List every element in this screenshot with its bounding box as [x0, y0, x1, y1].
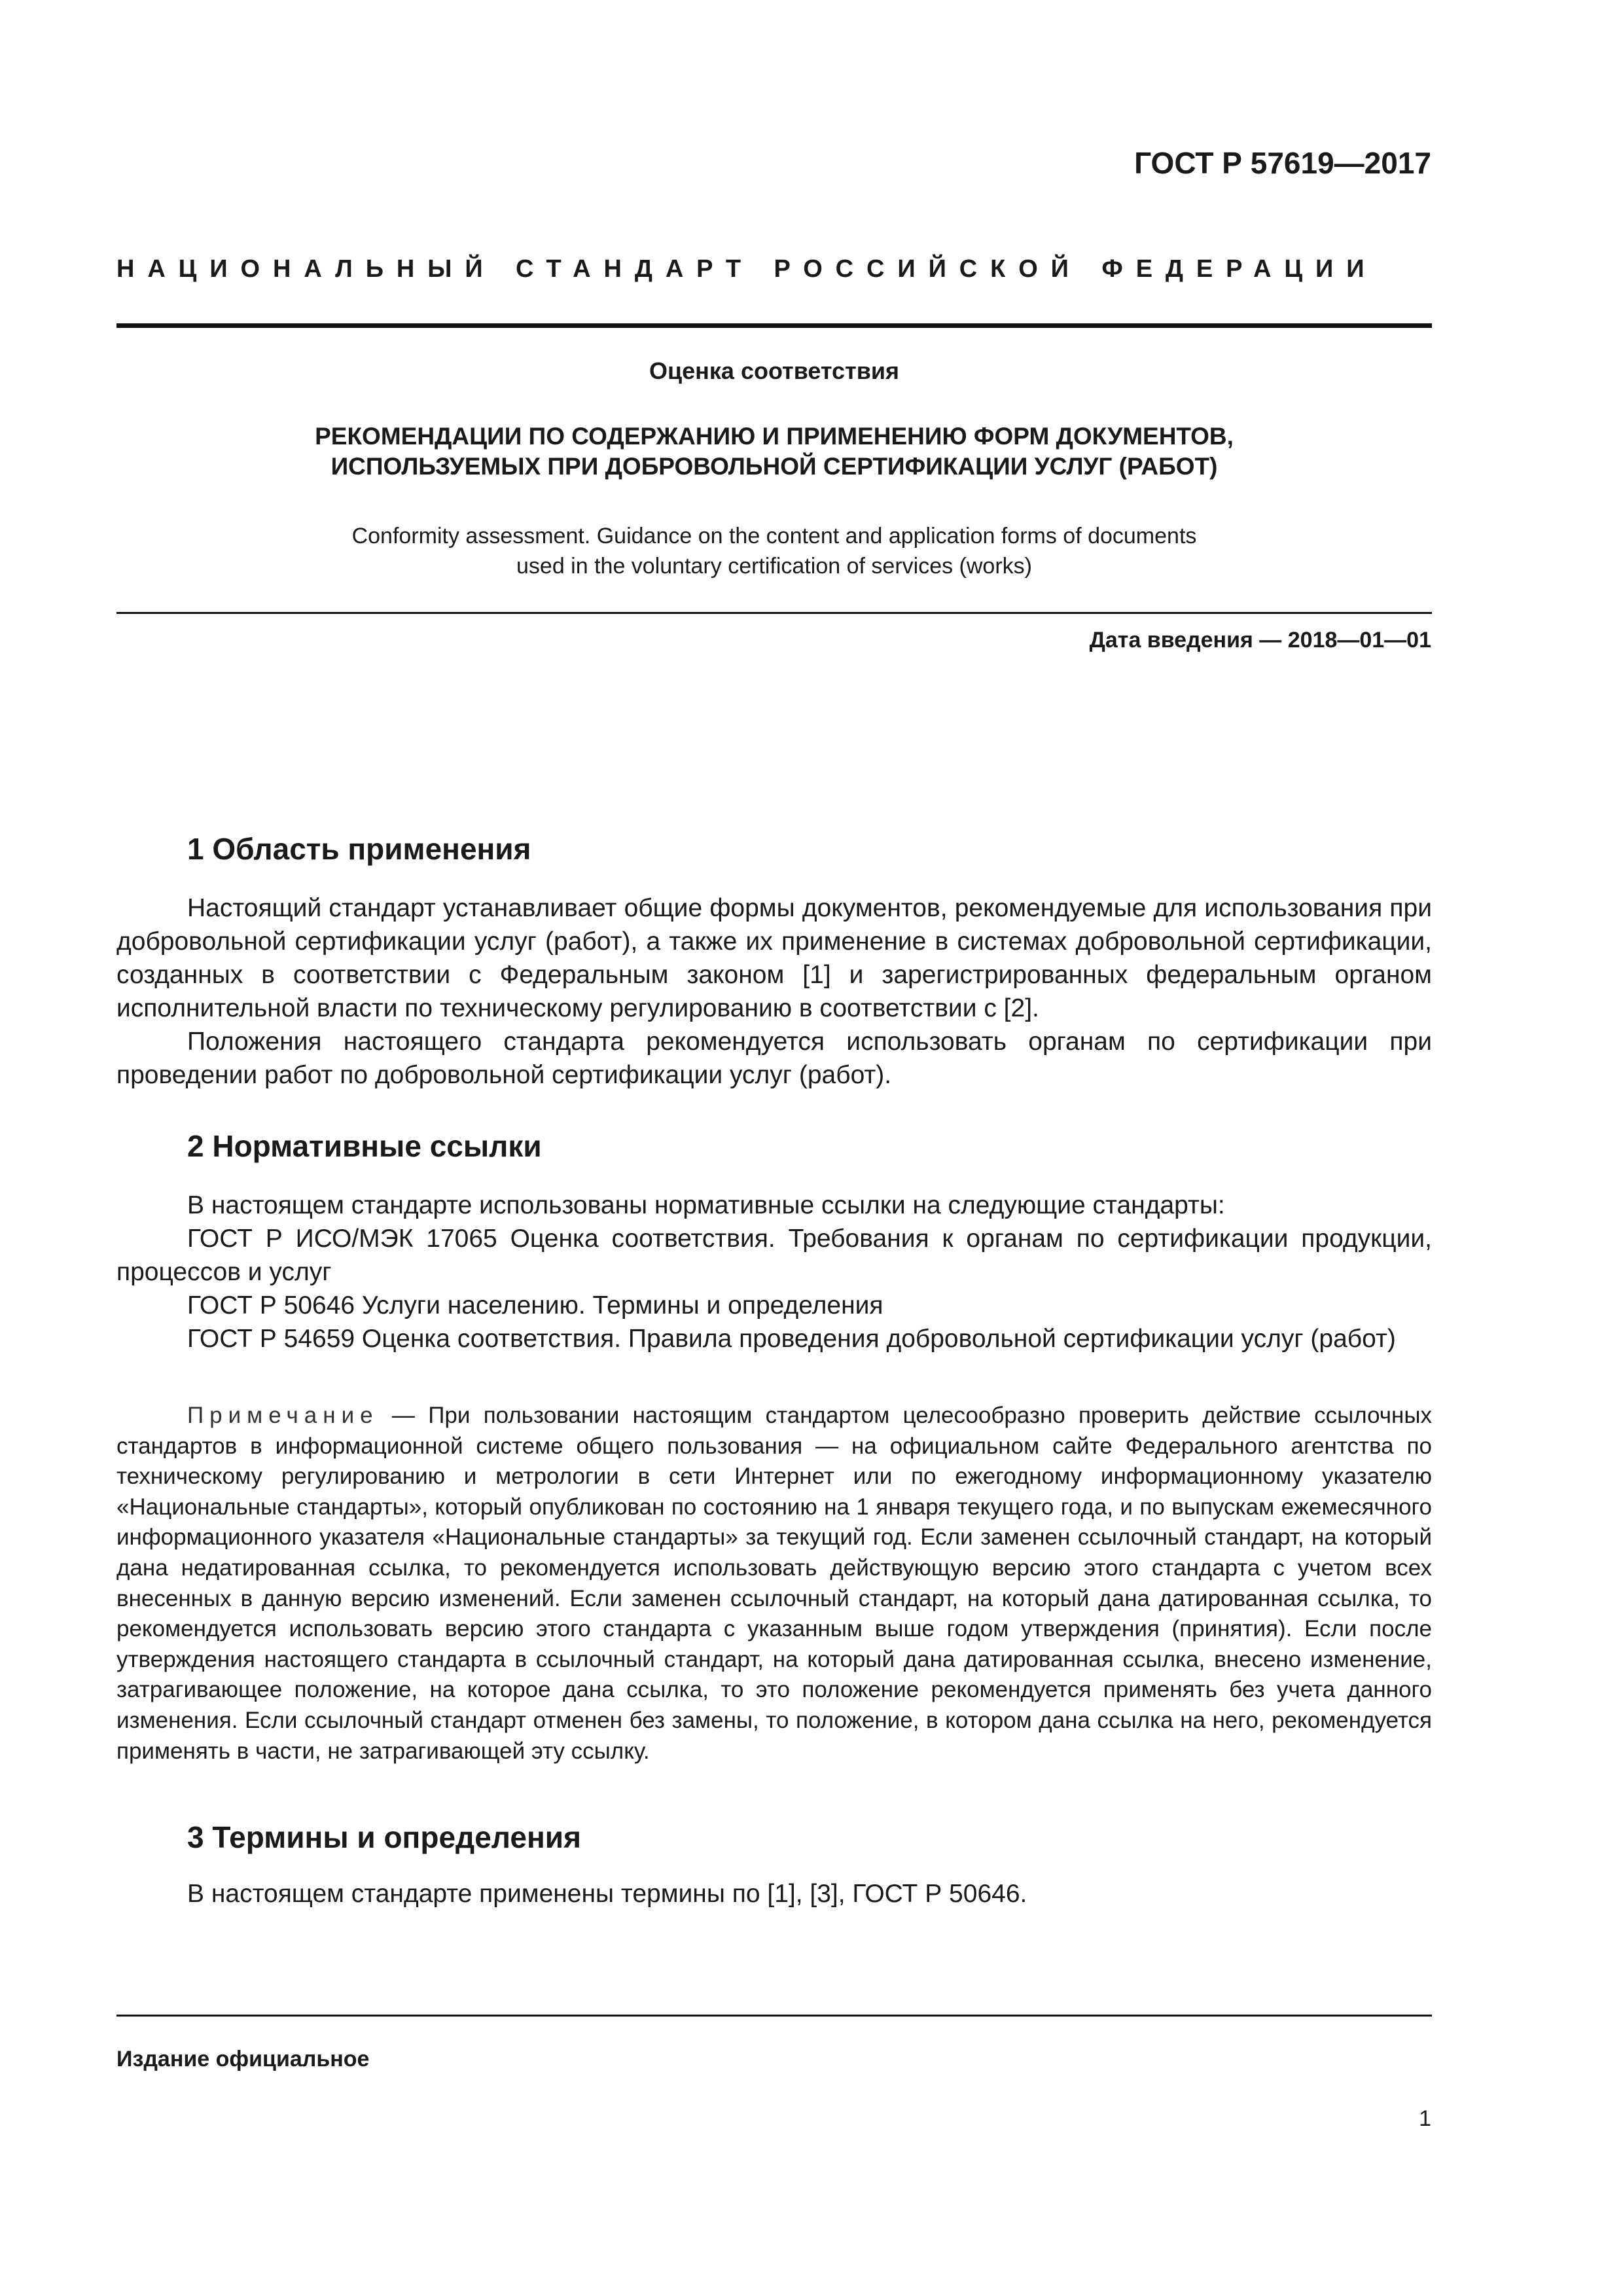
section-2-heading: 2 Нормативные ссылки [187, 1129, 542, 1163]
english-title-line-2: used in the voluntary certification of services (works) [516, 554, 1032, 579]
subject-title: Оценка соответствия [649, 357, 899, 384]
national-standard-banner: НАЦИОНАЛЬНЫЙ СТАНДАРТ РОССИЙСКОЙ ФЕДЕРАЦИИ [116, 255, 1378, 283]
title-divider [116, 612, 1432, 614]
section-3-paragraph-1: В настоящем стандарте применены термины по [1], [3], ГОСТ Р 50646. [187, 1880, 1027, 1908]
document-code: ГОСТ Р 57619—2017 [1134, 146, 1431, 180]
section-3-heading: 3 Термины и определения [187, 1820, 581, 1854]
official-edition-label: Издание официальное [116, 2047, 370, 2072]
section-1-paragraph-2: Положения настоящего стандарта рекомендуется использовать органам по сертификации при проведении работ по добровольной сертификации услуг (работ). [116, 1028, 1432, 1089]
page-number: 1 [1419, 2106, 1431, 2131]
section-1-paragraph-1: Настоящий стандарт устанавливает общие формы документов, рекомендуемые для использования при добровольной сертификации услуг (работ), а также их применение в системах добровольной сертификации, созданных в соответствии с Федеральным законом [1] и зарегистрированных федеральным органом исполнительной власти по техническому регулированию в соответствии с [2]. [116, 894, 1432, 1022]
section-2-intro: В настоящем стандарте использованы нормативные ссылки на следующие стандарты: [187, 1191, 1225, 1219]
note-label: Примечание [187, 1403, 379, 1428]
document-title-line-1: РЕКОМЕНДАЦИИ ПО СОДЕРЖАНИЮ И ПРИМЕНЕНИЮ ФОРМ ДОКУМЕНТОВ, [315, 423, 1234, 450]
header-divider [116, 323, 1432, 328]
introduction-date: Дата введения — 2018—01—01 [1089, 628, 1431, 653]
reference-item: ГОСТ Р ИСО/МЭК 17065 Оценка соответствия. Требования к органам по сертификации продукции, процессов и услуг [116, 1225, 1432, 1286]
section-1-heading: 1 Область применения [187, 832, 531, 866]
reference-item: ГОСТ Р 54659 Оценка соответствия. Правила проведения добровольной сертификации услуг (работ) [187, 1325, 1396, 1353]
note-text: — При пользовании настоящим стандартом целесообразно проверить действие ссылочных стандартов в информационной системе общего пользования — на официальном сайте Федерального агентства по техническому регулированию и метрологии в сети Интернет или по ежегодному информационному указателю «Национальные стандарты», который опубликован по состоянию на 1 января текущего года, и по выпускам ежемесячного информационного указателя «Национальные стандарты» за текущий год. Если заменен ссылочный стандарт, на который дана недатированная ссылка, то рекомендуется использовать действующую версию этого стандарта с учетом всех внесенных в данную версию изменений. Если заменен ссылочный стандарт, на который дана датированная ссылка, то рекомендуется использовать версию этого стандарта с указанным выше годом утверждения (принятия). Если после утверждения настоящего стандарта в ссылочный стандарт, на который дана датированная ссылка, внесено изменение, затрагивающее положение, на которое дана ссылка, то это положение рекомендуется применять без учета данного изменения. Если ссылочный стандарт отменен без замены, то положение, в котором дана ссылка на него, рекомендуется применять в части, не затрагивающей эту ссылку. [116, 1403, 1432, 1764]
reference-note [116, 1401, 1432, 1767]
english-title-line-1: Conformity assessment. Guidance on the content and application forms of documents [351, 524, 1197, 548]
reference-item: ГОСТ Р 50646 Услуги населению. Термины и определения [187, 1291, 883, 1319]
footer-divider [116, 2015, 1432, 2017]
document-title-line-2: ИСПОЛЬЗУЕМЫХ ПРИ ДОБРОВОЛЬНОЙ СЕРТИФИКАЦИИ УСЛУГ (РАБОТ) [330, 453, 1218, 480]
